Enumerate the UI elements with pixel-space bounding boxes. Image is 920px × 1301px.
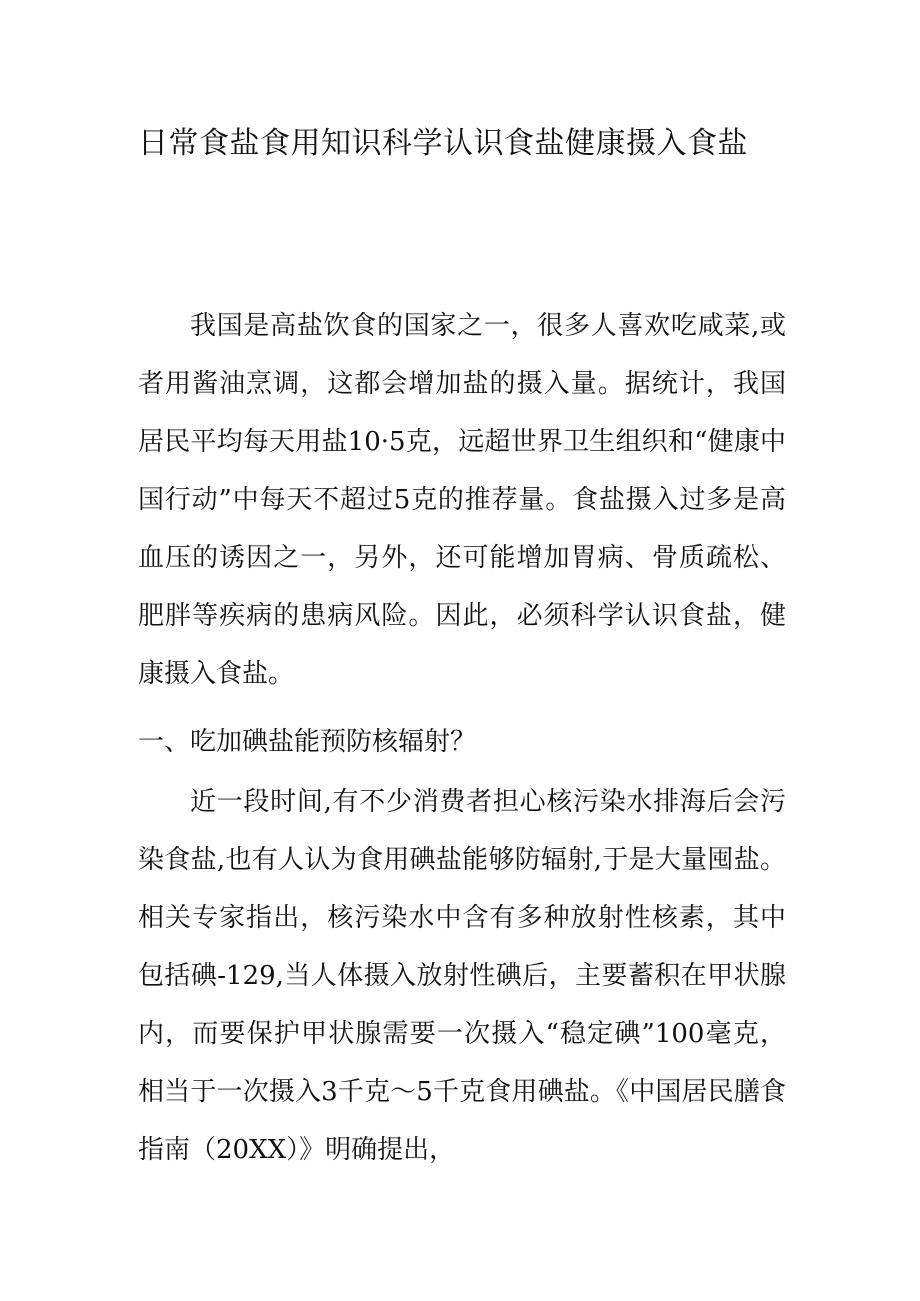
- paragraph-salt-intake: 我国是高盐饮食的国家之一，很多人喜欢吃咸菜,或者用酱油烹调，这都会增加盐的摄入量。据统计，我国居民平均每天用盐10·5克，远超世界卫生组织和“健康中国行动”中每天不超过5克的推荐量。食盐摄入过多是高血压的诱因之一，另外，还可能增加胃病、骨质疏松、肥胖等疾病的患病风险。因此，必须科学认识食盐，健康摄入食盐。: [138, 311, 786, 689]
- section-heading-iodized-salt: 一、吃加碘盐能预防核辐射？: [138, 727, 477, 757]
- paragraph-nuclear-radiation: 近一段时间,有不少消费者担心核污染水排海后会污染食盐,也有人认为食用碘盐能够防辐射,于是大量囤盐。相关专家指出，核污染水中含有多种放射性核素，其中包括碘-129,当人体摄入放射性碘后，主要蓄积在甲状腺内，而要保护甲状腺需要一次摄入“稳定碘”100毫克，相当于一次摄入3千克～5千克食用碘盐。《中国居民膳食指南（20XX）》明确提出，: [138, 787, 786, 1165]
- document-title: 日常食盐食用知识科学认识食盐健康摄入食盐: [138, 126, 748, 161]
